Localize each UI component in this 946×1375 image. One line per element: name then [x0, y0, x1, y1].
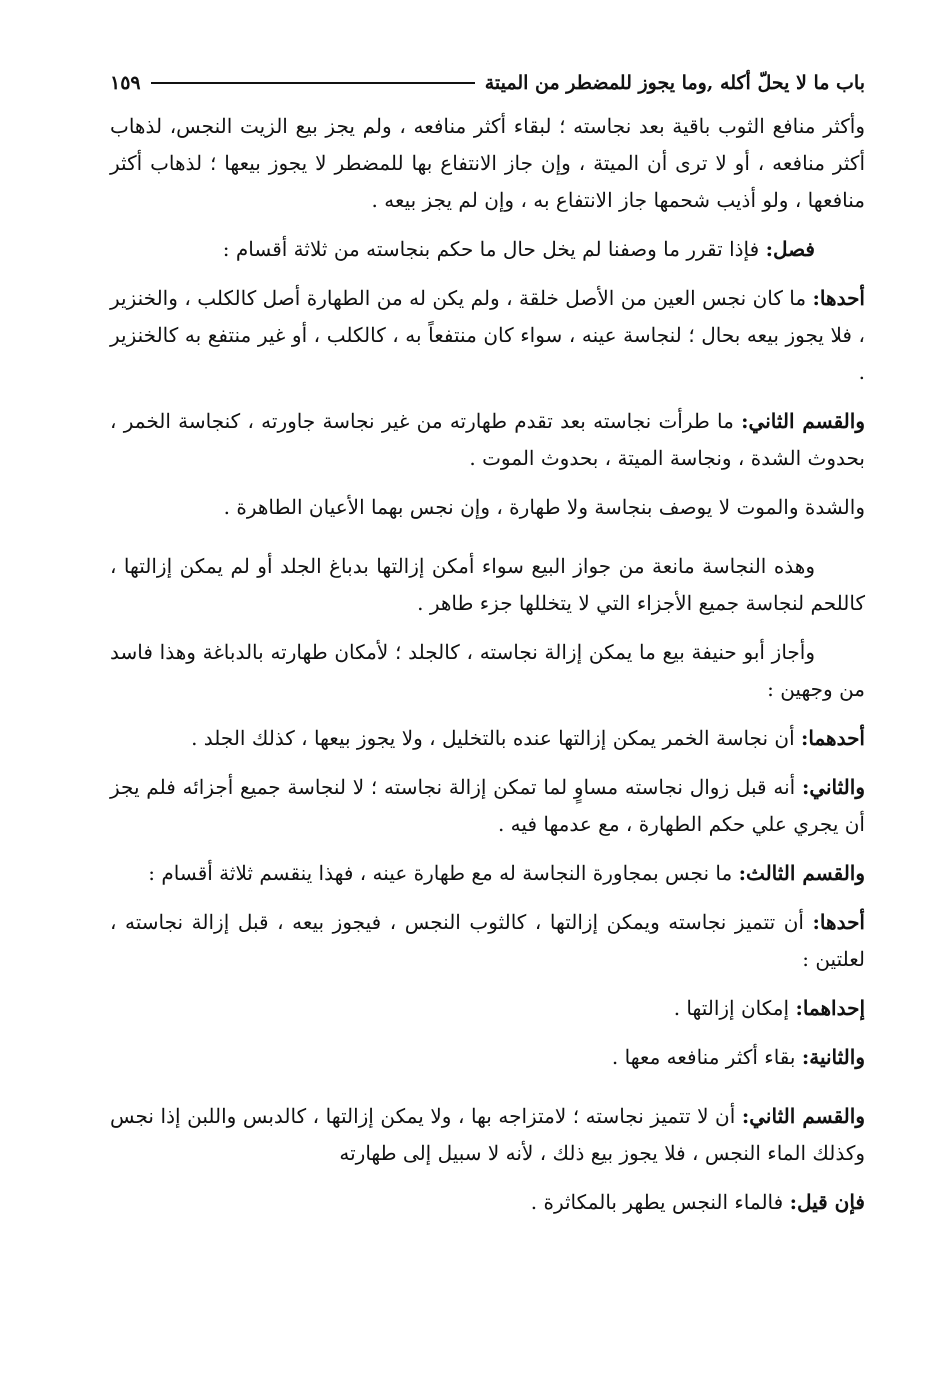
paragraph-lead: والقسم الثاني:: [741, 1104, 865, 1128]
paragraph: والقسم الثاني: أن لا تتميز نجاسته ؛ لامتزاجه بها ، ولا يمكن إزالتها ، كالدبس واللبن إذا نجس وكذلك الماء النجس ، فلا يجوز بيع ذلك ، لأنه لا سبيل إلى طهارته: [110, 1104, 865, 1165]
running-header: [110, 66, 865, 100]
paragraph-lead: والثانية:: [801, 1045, 865, 1069]
paragraph: وأجاز أبو حنيفة بيع ما يمكن إزالة نجاسته ، كالجلد ؛ لأمكان طهارته بالدباغة وهذا فاسد من وجهين :: [110, 640, 865, 701]
paragraph: وأكثر منافع الثوب باقية بعد نجاسته ؛ لبقاء أكثر منافعه ، ولم يجز بيع الزيت النجس، لذهاب أكثر منافعه ، أو لا ترى أن الميتة ، وإن جاز الانتفاع بها للمضطر لا يجوز بيعها ؛ لذهاب أكثر منافعها ، ولو أذيب شحمها جاز الانتفاع به ، وإن لم يجز بيعه .: [110, 114, 865, 212]
paragraph-lead: فصل:: [765, 237, 815, 261]
paragraph: والشدة والموت لا يوصف بنجاسة ولا طهارة ، وإن نجس بهما الأعيان الطاهرة .: [223, 495, 865, 519]
paragraph-lead: والثاني:: [801, 775, 865, 799]
header-rule: [151, 82, 475, 84]
paragraph: إحداهما: إمكان إزالتها .: [673, 996, 865, 1020]
paragraph: فصل: فإذا تقرر ما وصفنا لم يخل حال ما حكم بنجاسته من ثلاثة أقسام :: [222, 237, 815, 261]
paragraph: أحدها: أن تتميز نجاسته ويمكن إزالتها ، كالثوب النجس ، فيجوز بيعه ، قبل إزالة نجاسته ، لعلتين :: [110, 910, 865, 971]
paragraph-lead: أحدهما:: [800, 726, 865, 750]
paragraph-lead: والقسم الثاني:: [741, 409, 865, 433]
paragraph: أحدها: ما كان نجس العين من الأصل خلقة ، ولم يكن له من الطهارة أصل كالكلب ، والخنزير ، فلا يجوز بيعه بحال ؛ لنجاسة عينه ، سواء كان منتفعاً به ، كالكلب ، أو غير منتفع به كالخنزير .: [110, 286, 865, 384]
paragraph: والقسم الثاني: ما طرأت نجاسته بعد تقدم طهارته من غير نجاسة جاورته ، كنجاسة الخمر ، بحدوث الشدة ، ونجاسة الميتة ، بحدوث الموت .: [110, 409, 865, 470]
paragraph-lead: أحدها:: [812, 910, 865, 934]
paragraph: أحدهما: أن نجاسة الخمر يمكن إزالتها عنده بالتخليل ، ولا يجوز بيعها ، كذلك الجلد .: [191, 726, 865, 750]
paragraph: والثانية: بقاء أكثر منافعه معها .: [611, 1045, 865, 1069]
paragraph: وهذه النجاسة مانعة من جواز البيع سواء أمكن إزالتها بدباغ الجلد أو لم يمكن إزالتها ، كاللحم لنجاسة جميع الأجزاء التي لا يتخللها جزء طاهر .: [110, 554, 865, 615]
paragraph-lead: فإن قيل:: [789, 1190, 865, 1214]
paragraph-lead: أحدها:: [812, 286, 865, 310]
paragraph-lead: إحداهما:: [795, 996, 865, 1020]
page-number: ١٥٩: [110, 72, 141, 94]
paragraph: والقسم الثالث: ما نجس بمجاورة النجاسة له مع طهارة عينه ، فهذا ينقسم ثلاثة أقسام :: [148, 861, 865, 885]
paragraph: فإن قيل: فالماء النجس يطهر بالمكاثرة .: [530, 1190, 865, 1214]
paragraph-lead: والقسم الثالث:: [738, 861, 865, 885]
chapter-title: باب ما لا يحلّ أكله ,وما يجوز للمضطر من الميتة: [484, 72, 865, 94]
page-body: [110, 108, 865, 1233]
paragraph: والثاني: أنه قبل زوال نجاسته مساوٍ لما تمكن إزالة نجاسته ؛ لا لنجاسة جميع أجزائه فلم يجز أن يجري علي حكم الطهارة ، مع عدمها فيه .: [110, 775, 865, 836]
